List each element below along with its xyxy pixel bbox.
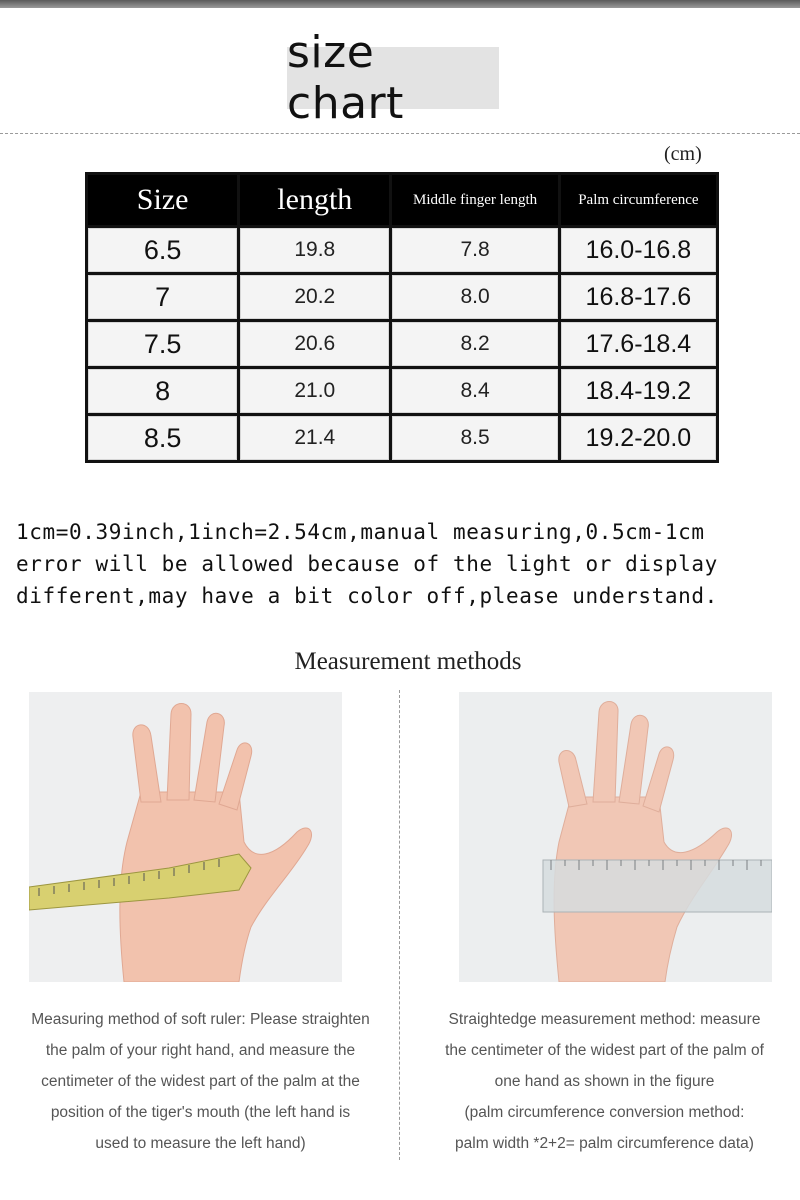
soft-ruler-photo bbox=[29, 692, 342, 982]
caption-line: (palm circumference conversion method: bbox=[464, 1104, 745, 1121]
header-length: length bbox=[240, 175, 389, 225]
table-row bbox=[88, 228, 716, 272]
note-line: different,may have a bit color off,please understand. bbox=[16, 584, 718, 608]
cell-length: 21.4 bbox=[240, 416, 389, 460]
top-border bbox=[0, 0, 800, 8]
cell-size: 7 bbox=[88, 275, 237, 319]
note-line: error will be allowed because of the light or display bbox=[16, 552, 718, 576]
caption-line: one hand as shown in the figure bbox=[494, 1073, 715, 1090]
caption-line: Straightedge measurement method: measure bbox=[448, 1011, 761, 1028]
soft-ruler-caption bbox=[8, 1004, 393, 1159]
cell-size: 7.5 bbox=[88, 322, 237, 366]
title-box bbox=[287, 27, 499, 129]
cell-length: 19.8 bbox=[240, 228, 389, 272]
cell-middle-finger: 8.5 bbox=[392, 416, 557, 460]
table-row bbox=[88, 275, 716, 319]
caption-line: the centimeter of the widest part of the palm of bbox=[445, 1042, 764, 1059]
caption-line: Measuring method of soft ruler: Please straighten bbox=[31, 1011, 370, 1028]
header-size: Size bbox=[88, 175, 237, 225]
caption-line: position of the tiger's mouth (the left hand is bbox=[50, 1104, 351, 1121]
size-table bbox=[85, 172, 719, 463]
cell-length: 20.2 bbox=[240, 275, 389, 319]
caption-line: the palm of your right hand, and measure the bbox=[45, 1042, 356, 1059]
table-row bbox=[88, 322, 716, 366]
note-line: 1cm=0.39inch,1inch=2.54cm,manual measuring,0.5cm-1cm bbox=[16, 520, 705, 544]
table-row bbox=[88, 416, 716, 460]
cell-length: 21.0 bbox=[240, 369, 389, 413]
methods-title: Measurement methods bbox=[294, 648, 522, 675]
measurement-note bbox=[16, 516, 800, 612]
cell-length: 20.6 bbox=[240, 322, 389, 366]
caption-line: used to measure the left hand) bbox=[95, 1135, 306, 1152]
cell-size: 8 bbox=[88, 369, 237, 413]
cell-palm: 16.0-16.8 bbox=[561, 228, 716, 272]
cell-size: 6.5 bbox=[88, 228, 237, 272]
cell-palm: 19.2-20.0 bbox=[561, 416, 716, 460]
straightedge-caption bbox=[412, 1004, 797, 1159]
cell-middle-finger: 7.8 bbox=[392, 228, 557, 272]
caption-line: palm width *2+2= palm circumference data) bbox=[455, 1135, 754, 1152]
vertical-dashed-divider bbox=[399, 690, 400, 1160]
cell-middle-finger: 8.0 bbox=[392, 275, 557, 319]
header-middle-finger: Middle finger length bbox=[392, 175, 557, 225]
cell-palm: 18.4-19.2 bbox=[561, 369, 716, 413]
hand-with-ruler-icon bbox=[459, 692, 772, 982]
header-palm: Palm circumference bbox=[561, 175, 716, 225]
table-row bbox=[88, 369, 716, 413]
cell-size: 8.5 bbox=[88, 416, 237, 460]
page-title: size chart bbox=[287, 27, 404, 129]
cell-middle-finger: 8.2 bbox=[392, 322, 557, 366]
hand-with-tape-measure-icon bbox=[29, 692, 342, 982]
cell-middle-finger: 8.4 bbox=[392, 369, 557, 413]
cell-palm: 16.8-17.6 bbox=[561, 275, 716, 319]
table-header-row bbox=[88, 175, 716, 225]
caption-line: centimeter of the widest part of the palm at the bbox=[41, 1073, 360, 1090]
cell-palm: 17.6-18.4 bbox=[561, 322, 716, 366]
unit-label: (cm) bbox=[664, 143, 702, 165]
straightedge-photo bbox=[459, 692, 772, 982]
dashed-divider bbox=[0, 133, 800, 134]
